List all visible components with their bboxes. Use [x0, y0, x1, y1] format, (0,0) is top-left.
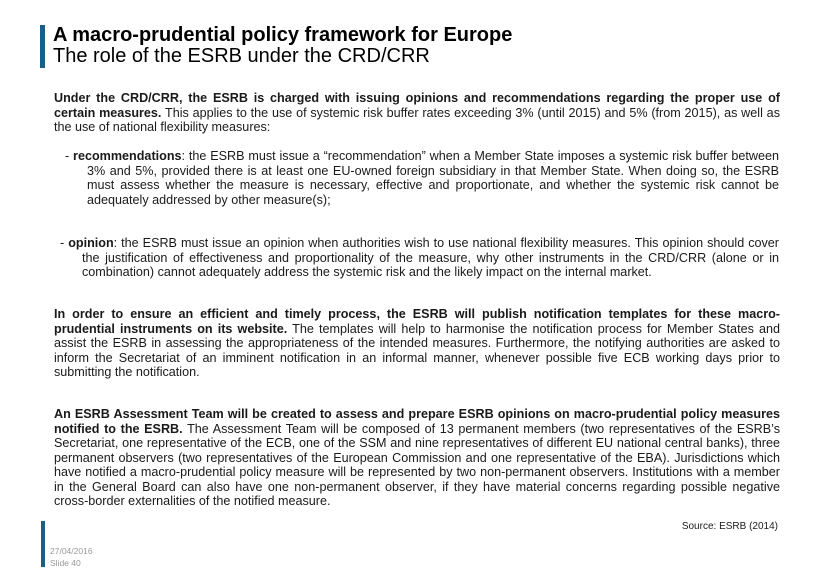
intro-text: CRD/CRR: [120, 91, 179, 105]
intro-text: is charged with issuing opinions and recommendations regarding the proper use of certain measures.: [54, 91, 780, 120]
intro-text: This applies to the use of systemic risk buffer rates exceeding 3% (until 2015) and 5% (from 2015), as well as the use of national flexibility measures:: [54, 105, 780, 134]
bullet-recommendations: [65, 149, 779, 207]
bullet-term: opinion: [68, 236, 114, 250]
slide-title: A macro-prudential policy framework for Europe: [53, 24, 513, 46]
slide-subtitle: The role of the ESRB under the CRD/CRR: [53, 45, 430, 67]
intro-text: Under the: [54, 91, 121, 105]
intro-text: ESRB: [212, 91, 248, 105]
intro-text: , the: [178, 91, 213, 105]
footer-slide-number: Slide 40: [50, 558, 81, 568]
assessment-team-paragraph: [54, 407, 780, 509]
templates-paragraph: [54, 307, 780, 380]
bullet-opinion: [60, 236, 779, 280]
templates-text: The templates will help to harmonise the notification process for Member States and assist the ESRB in assessing the appropriateness of the intended measures. Furthermore, the notifying authorities are asked to inform the Secretariat of an imminent notification in an informal manner, whenever possible five ECB working days prior to submitting the notification.: [54, 321, 781, 379]
footer-date: 27/04/2016: [50, 546, 93, 556]
slide-header: [53, 25, 512, 67]
templates-bold: In order to ensure an efficient and timely process, the ESRB will publish notification templates for these macro-prudential instruments on its website.: [54, 307, 780, 336]
team-bold: An ESRB Assessment Team will be created to assess and prepare ESRB opinions on macro-prudential policy measures notified to the ESRB.: [54, 407, 780, 436]
bullet-text: : the ESRB must issue an opinion when authorities wish to use national flexibility measures. This opinion should cover the justification of effectiveness and proportionality of the measure, why other instruments in the CRD/CRR (alone or in combination) cannot adequately address the systemic risk and the likely impact on the internal market.: [82, 236, 779, 279]
bullet-term: recommendations: [73, 149, 182, 163]
bullet-dash: -: [65, 149, 74, 163]
intro-paragraph: [54, 91, 780, 135]
bullet-dash: -: [60, 236, 69, 250]
footer-accent-bar: [41, 521, 45, 567]
team-text: The Assessment Team will be composed of 13 permanent members (two representatives of the ESRB’s Secretariat, one representative of the ECB, one of the SSM and nine representatives of different EU national central banks), three permanent observers (two representatives of the European Commission and one representative of the EBA). Jurisdictions which have notified a macro-prudential policy measure will be represented by two non-permanent observers. Institutions with a member in the General Board can also have one non-permanent observer, if they have material concerns regarding possible negative cross-border externalities of the notified measure.: [54, 421, 781, 508]
source-note: Source: ESRB (2014): [681, 521, 778, 532]
bullet-text: : the ESRB must issue a “recommendation” when a Member State imposes a systemic risk buffer between 3% and 5%, provided there is at least one EU-owned foreign subsidiary in that Member State. When doing so, the ESRB must assess whether the measure is necessary, effective and proportionate, and whether the systemic risk cannot be adequately addressed by other measure(s);: [87, 149, 779, 207]
title-accent-bar: [40, 25, 45, 68]
